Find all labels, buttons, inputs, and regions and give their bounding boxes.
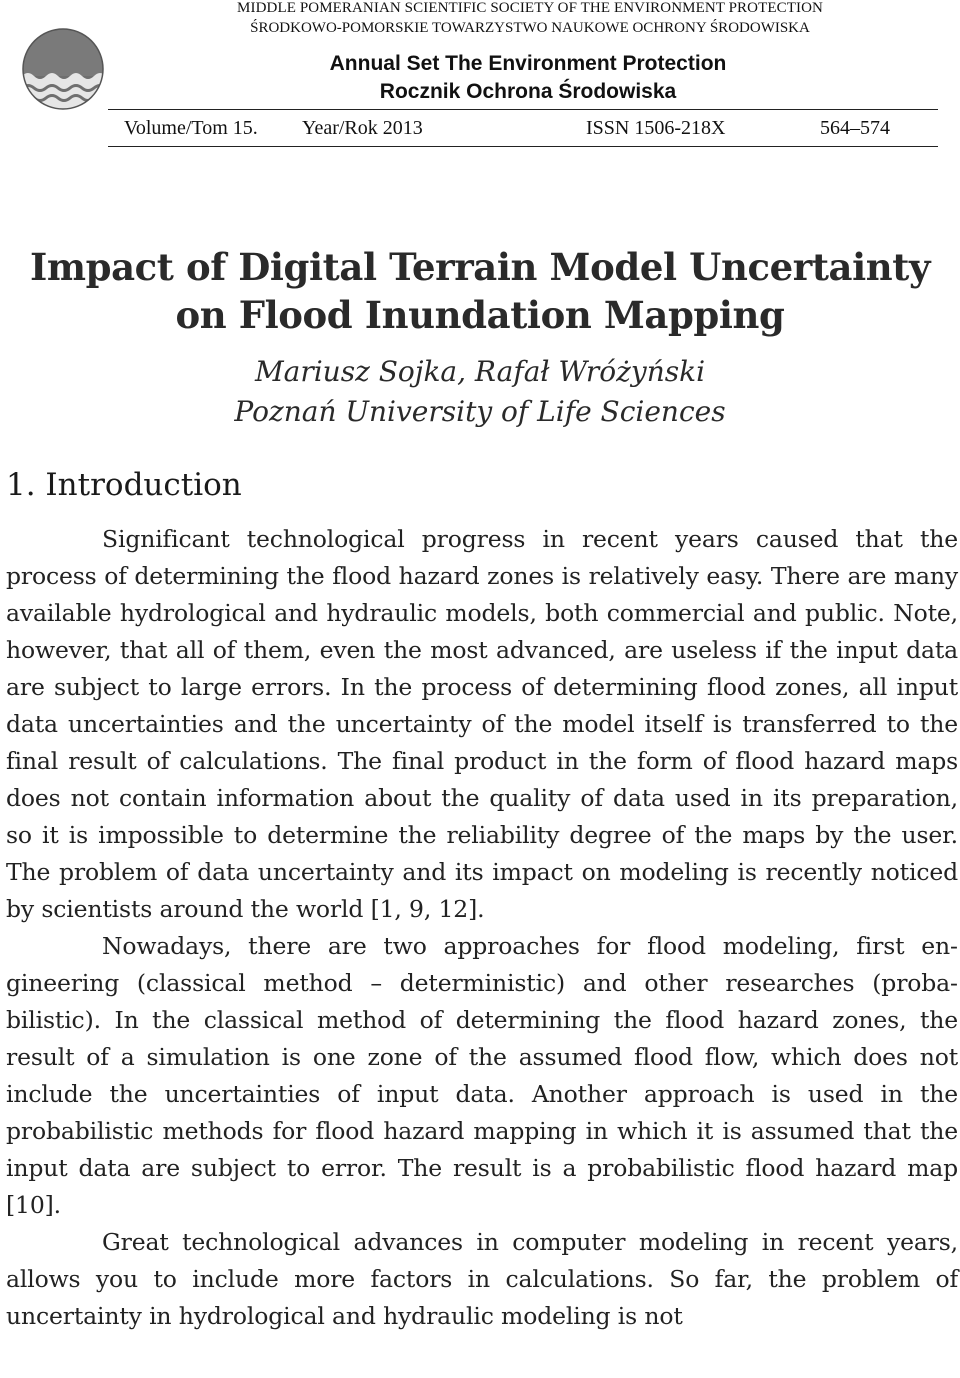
volume-label: Volume/Tom 15. (124, 117, 258, 139)
author-names: Mariusz Sojka, Rafał Wróżyński (254, 355, 706, 388)
paragraph: Great technological advances in computer modeling in recent years, allows you to include more factors in calculations. So far, the problem of uncertainty in hydrological and hydraulic modeling is not (6, 1228, 958, 1330)
paragraph: Significant technological progress in recent years caused that the process of determining the flood hazard zones is relatively easy. There are many available hydrological and hydraulic models, both commercial and public. Note, however, that all of them, even the most advanced, are useless if the input data are subject to large errors. In the process of determining flood zones, all input data uncertainties and the uncertainty of the model itself is transferred to the final result of calculations. The final product in the form of flood hazard maps does not contain information about the quality of data used in its preparation, so it is impossible to determine the reliability degree of the maps by the user. The problem of data uncertainty and its impact on modeling is recently noticed by scientists around the world [1, 9, 12]. (6, 525, 958, 923)
year-label: Year/Rok 2013 (302, 117, 423, 139)
paragraph: Nowadays, there are two approaches for flood modeling, first engineering (classical method – deterministic) and other researches (probabilistic). In the classical method of determining the flood hazard zones, the result of a simulation is one zone of the assumed flood flow, which does not include the uncertainties of input data. Another approach is used in the probabilistic methods for flood hazard mapping in which it is assumed that the input data are subject to error. The result is a probabilistic flood hazard map [10]. (6, 932, 958, 1219)
section-heading: 1. Introduction (6, 467, 242, 503)
society-logo-icon (22, 28, 104, 110)
author-block (0, 352, 960, 432)
section-body (6, 521, 958, 1335)
journal-header (0, 0, 960, 150)
publication-meta (0, 116, 960, 140)
author-affiliation: Poznań University of Life Sciences (234, 395, 726, 428)
header-rule-top (108, 109, 938, 110)
page-range: 564–574 (820, 117, 890, 139)
article-title: Impact of Digital Terrain Model Uncertainty on Flood Inundation Mapping (29, 244, 931, 337)
journal-title-english: Annual Set The Environment Protection (329, 52, 727, 75)
society-name-english: MIDDLE POMERANIAN SCIENTIFIC SOCIETY OF THE ENVIRONMENT PROTECTION (237, 0, 823, 16)
issn-label: ISSN 1506-218X (586, 117, 726, 139)
header-rule-bottom (108, 146, 938, 147)
society-name-polish: ŚRODKOWO-POMORSKIE TOWARZYSTWO NAUKOWE OCHRONY ŚRODOWISKA (250, 20, 810, 36)
journal-title-polish: Rocznik Ochrona Środowiska (379, 80, 677, 103)
